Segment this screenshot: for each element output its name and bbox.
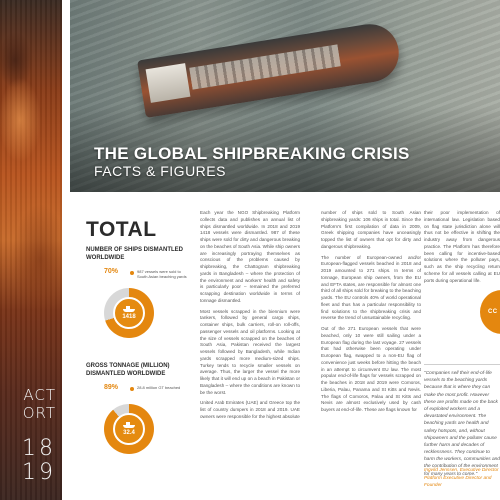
ship-bridge — [146, 63, 191, 103]
paragraph: their poor implementation of international law. Legislation based on flag state jurisdiction alone will thus not be effective in shifting the industry away from dangerous practice. The Platform has therefore been calling for incentive-based solutions where the polluter pays, such as the ship recycling return scheme for all vessels calling at EU ports during operational life. — [424, 210, 500, 283]
ships-dismantled-heading: NUMBER OF SHIPS DISMANTLED WORLDWIDE — [86, 247, 184, 261]
paragraph: Most vessels scrapped in the biennium were tankers, followed by general cargo ships, container ships, bulk carriers, roll-on roll-offs, passenger vessels and oil platforms. Looking at the size of vessels scrapped on the beaches of South Asia, Pakistan received the largest vessels followed by Bangladesh, while Indian yards scrapped more medium-sized ships. Turkey tends to recycle smaller vessels on average. Thus, the larger the vessel the more likely that it will end up on a beach in Pakistan or Bangladesh – where the conditions are known to be the worst. — [200, 308, 300, 395]
cover-word-1: ACT — [23, 386, 56, 404]
page-title: THE GLOBAL SHIPBREAKING CRISIS — [94, 144, 410, 163]
paragraph: Out of the 271 European vessels that were beached, only 10 were still sailing under a European flag during the last voyage. 27 vessels that had otherwise been operating under European flag, swapped to a non-EU flag of convenience just weeks before hitting the beach in an attempt to circumvent EU law. The most popular end-of-life flags for vessels scrapped on the beaches in 2018 and 2019 were Comoros, Liberia, Palau, Panama and St Kitts and Nevis. The flags of Comoros, Palau and St Kitts and Nevis are almost exclusively used by cash buyers at end-of-life. These are flags known for — [321, 326, 421, 412]
callout-text: CC — [488, 309, 498, 315]
text-column-2 — [321, 210, 421, 418]
ships-percent: 70% — [104, 268, 119, 275]
donut-center — [113, 413, 145, 445]
hero-image — [70, 0, 500, 192]
gross-tonnage-donut-chart — [104, 404, 154, 454]
ships-dismantled-stat — [86, 268, 190, 358]
text-column-1 — [200, 210, 300, 425]
report-cover-strip — [0, 0, 62, 500]
quote-author: Ingvild Jenssen, Executive Director — [424, 468, 499, 473]
quote-role: Platform Executive Director and Founder — [424, 476, 492, 488]
pull-quote: "Companies sell their end-of-life vessels to the beaching yards because that is where they can make the most profit. However these are profits made on the back of exploited workers and a devastated environment. The beaching yards are health and safety hotspots, and, without shipowners and the polluter cause further harm and decades of recklessness. They continue to harm the workers, communities and the contribution of the environment for many years to come." — [424, 371, 500, 477]
quote-divider — [424, 364, 500, 365]
cover-word-2: ORT — [22, 404, 56, 422]
ship-icon — [123, 306, 135, 312]
gross-tonnage-legend: 28.8 million GT beached — [137, 385, 181, 390]
ships-total-value: 1418 — [122, 314, 136, 320]
stats-title: TOTAL — [86, 218, 157, 241]
paragraph: number of ships sold to South Asian shipbreaking yards: 106 ships in total. Since the Platform's first compilation of data in 2009, Greek shipping companies have unceasingly topped the list of owners that opt for dirty and dangerous shipbreaking. — [321, 210, 421, 249]
ships-donut-chart — [104, 288, 154, 338]
gross-tonnage-percent: 89% — [104, 384, 119, 391]
gross-tonnage-total-value: 32.4 — [123, 430, 135, 436]
paragraph: Each year the NGO Shipbreaking Platform collects data and publishes an annual list of ships dismantled worldwide. In 2018 and 2019 1418 vessels were dismantled. 987 of these ships were sold for dirty and dangerous breaking on the beaches of South Asia. While ship owners are increasingly portraying themselves as conscious of the problems caused by shipbreaking, the Chattogram shipbreaking yards in Bangladesh – where the protection of the environment and workers' health and safety is particularly poor – remained the preferred scrapping destination worldwide in terms of tonnage dismantled. — [200, 210, 300, 303]
paragraph: The number of European-owned and/or European-flagged vessels beached in 2018 and 2019 amounted to 271 ships. In terms of tonnage, European ship owners, from the EU and EFTA states, are responsible for almost one third of all ships sold for breaking to the beaching yards. The EU controls 40% of world operational fleet and thus has a particular responsibility to find solutions to the shipbreaking crisis and reverse the trend of unsustainable recycling. — [321, 254, 421, 321]
ships-legend: 987 vessels were sold to South Asian beaching yards — [137, 269, 187, 280]
report-page — [70, 0, 500, 500]
paragraph: United Arab Emirates (UAE) and Greece top the list of country dumpers in 2018 and 2019. UAE owners were responsible for the highest absolute — [200, 400, 300, 419]
gross-tonnage-heading: GROSS TONNAGE (MILLION) DISMANTLED WORLDWIDE — [86, 363, 170, 377]
ship-icon — [123, 422, 135, 428]
gross-tonnage-stat — [86, 384, 190, 474]
stats-panel — [86, 218, 190, 474]
donut-center — [113, 297, 145, 329]
page-subtitle: FACTS & FIGURES — [94, 163, 226, 179]
text-column-3 — [424, 210, 500, 288]
legend-dot — [130, 387, 134, 391]
cover-year-2: 19 — [22, 460, 56, 485]
legend-dot — [130, 271, 134, 275]
callout-badge — [480, 290, 500, 334]
cover-year-1: 18 — [22, 436, 56, 461]
